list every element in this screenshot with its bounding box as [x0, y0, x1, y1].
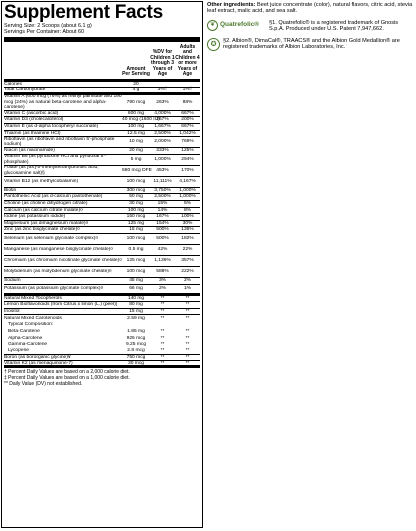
dv-adults-header: %DV for Adults and Children 4 or more Years of Age	[175, 38, 200, 78]
dv-children: 14%	[157, 207, 168, 213]
servings-per-container: Servings Per Container: About 60	[4, 29, 85, 36]
dv-adults: 667%	[181, 124, 194, 130]
nutrient-name: Boron (as bororganic glycine)¥	[4, 354, 71, 360]
dv-children: **	[160, 329, 165, 335]
dv-children: 15%	[157, 201, 168, 207]
dv-children: 154%	[156, 220, 169, 226]
nutrient-row	[4, 111, 200, 118]
nutrient-row	[4, 201, 200, 208]
nutrient-name: Vitamin D3 (cholecalciferol)	[4, 117, 64, 123]
dv-adults: 1,042%	[179, 130, 196, 136]
nutrient-name: Calcium (as calcium citrate malate)¤	[4, 207, 83, 213]
dv-children: 2%	[158, 285, 167, 291]
dv-adults: **	[185, 295, 190, 301]
dv-adults: 667%	[181, 110, 194, 116]
dv-adults: **	[185, 342, 190, 348]
amount-header: Amount Per Serving	[122, 65, 150, 78]
nutrient-name: Molybdenum (as molybdenum glycinate chelate)¤	[4, 269, 112, 275]
nutrient-amount: 925 mcg	[126, 335, 146, 341]
footnotes	[4, 368, 200, 387]
nutrient-amount: 100 mcg	[126, 236, 146, 242]
nutrient-amount: 12.5 mg	[127, 130, 145, 136]
supplement-facts-panel	[1, 1, 203, 528]
nutrient-name: Iodine (as potassium iodide)	[4, 214, 66, 220]
dv-children: 11,111%	[153, 179, 172, 185]
footnote: ‡ Percent Daily Values are based on a 1,000 calorie diet.	[4, 375, 130, 382]
nutrient-amount: 680 mcg DFE	[122, 168, 152, 174]
dv-children: 1,136%	[154, 258, 171, 264]
dv-children: 333%	[156, 148, 169, 154]
dv-children: 3%	[158, 278, 167, 283]
nutrient-row	[4, 361, 200, 368]
leaf-icon: ❦	[207, 20, 218, 31]
dv-adults: 200%	[181, 117, 194, 123]
nutrient-amount: 20 mg	[129, 148, 143, 154]
nutrient-amount: 790 mcg	[126, 99, 146, 105]
dv-children: 3,750%	[154, 187, 171, 193]
nutrient-name: Folate (as [6S]-5-methyltetrahydrofolic acid, glucosamine salt)§	[4, 165, 99, 176]
nutrient-name: Vitamin C (ascorbic acid)	[4, 110, 59, 116]
nutrient-amount: 600 mg	[127, 110, 145, 116]
albion-note: §2. Albion®, DimaCal®, TRAACS® and the Albion Gold Medallion® are registered trademarks of Albion Laboratories, Inc.	[223, 38, 400, 51]
nutrient-amount: 140 mg	[127, 295, 145, 301]
nutrient-row	[4, 245, 200, 256]
nutrient-name: Calories	[4, 81, 22, 87]
dv-adults: 4,167%	[179, 179, 196, 185]
dv-adults: 100%	[181, 214, 194, 220]
nutrient-row	[4, 234, 200, 245]
albion-note-block	[207, 38, 414, 51]
nutrient-row	[4, 227, 200, 234]
dv-adults: 182%	[181, 236, 194, 242]
nutrient-amount: 125 mcg	[126, 258, 146, 264]
dv-adults: 1%	[183, 285, 192, 291]
dv-children: 4,000%	[154, 110, 171, 116]
dv-children-header: %DV for Children 1 through 3 Years of Age	[150, 49, 175, 78]
nutrient-amount: 30 mg	[129, 201, 143, 207]
nutrient-name: Magnesium (as dimagnesium malate)¤	[4, 220, 89, 226]
nutrient-row	[4, 117, 200, 124]
dv-children: 1,000%	[154, 157, 171, 163]
nutrient-name: Natural Mixed Tocopherols	[4, 295, 62, 301]
dv-adults: **	[185, 354, 190, 360]
nutrient-row	[4, 335, 200, 342]
nutrient-amount: 2.8 mcg	[127, 348, 145, 354]
nutrient-amount: 100 mg	[127, 124, 145, 130]
nutrient-row	[4, 155, 200, 166]
nutrient-name: Vitamin E (as d-alpha tocopheryl succinate)	[4, 124, 99, 130]
nutrient-amount: 100 mg	[127, 207, 145, 213]
nutrient-amount: 0.5 mg	[128, 247, 144, 253]
nutrient-name: Vitamin A (600 mcg (76%) as retinyl palmitate and 190 mcg (24%) as natural beta-carotene and alpha-carotene)	[4, 94, 122, 110]
dv-adults: 1,000%	[179, 194, 196, 200]
nutrient-amount: 300 mcg	[126, 187, 146, 193]
nutrient-name: Total Carbohydrate	[4, 87, 46, 93]
nutrient-name: Riboflavin (as riboflavin and riboflavin 5'-phosphate sodium)	[4, 136, 115, 148]
nutrient-name: Beta-Carotene	[8, 329, 40, 335]
nutrient-amount: 66 mg	[129, 285, 143, 291]
dv-children: 263%	[156, 99, 169, 105]
dv-adults: 1,000%	[179, 187, 196, 193]
nutrient-table	[4, 82, 200, 368]
nutrient-name: Sodium	[4, 278, 21, 283]
nutrient-row	[4, 322, 200, 329]
dv-children: 2,000%	[154, 139, 171, 145]
albion-medallion-icon: ✪	[207, 38, 220, 51]
nutrient-row	[4, 256, 200, 267]
nutrient-amount: 50 mg	[129, 194, 143, 200]
nutrient-name: Potassium (as potassium glycinate complex)¤	[4, 285, 104, 291]
dv-children: **	[160, 315, 165, 321]
nutrient-row	[4, 214, 200, 221]
nutrient-row	[4, 302, 200, 309]
nutrient-row	[4, 315, 200, 322]
dv-children: **	[160, 354, 165, 360]
nutrient-row	[4, 166, 200, 177]
dv-adults: 2%	[183, 278, 192, 283]
nutrient-row	[4, 177, 200, 188]
dv-adults: 357%	[181, 258, 194, 264]
nutrient-row	[4, 348, 200, 355]
nutrient-amount: 15 mg	[129, 308, 143, 314]
nutrient-row	[4, 278, 200, 285]
nutrient-name: Gamma-Carotene	[8, 342, 48, 348]
dv-adults: **	[185, 329, 190, 335]
nutrient-amount: 1.85 mg	[127, 329, 145, 335]
dv-adults: 30%	[182, 220, 193, 226]
nutrient-row	[4, 309, 200, 316]
side-notes	[207, 2, 414, 51]
dv-adults: 136%	[181, 227, 194, 233]
dv-adults: 8%	[183, 207, 192, 213]
nutrient-name: Lycopene	[8, 348, 30, 354]
nutrient-amount: 45 mg	[129, 278, 143, 283]
dv-adults: 222%	[181, 269, 194, 275]
nutrient-row	[4, 285, 200, 296]
dv-adults: 125%	[181, 148, 194, 154]
nutrient-amount: 15 mg	[129, 227, 143, 233]
dv-children: 167%	[156, 214, 169, 220]
nutrient-name: Vitamin K2 (as menaquinone-7)	[4, 360, 73, 366]
panel-title: Supplement Facts	[4, 2, 163, 23]
quatrefolic-note: §1. Quatrefolic® is a registered trademark of Gnosis S.p.A. Produced under U.S. Patent 7,947,662.	[269, 19, 399, 32]
nutrient-amount: 9.25 mcg	[125, 342, 147, 348]
other-ingredients-text: Beet juice concentrate (color), natural flavors, citric acid, stevia leaf extract, malic acid, and sea salt.	[207, 2, 413, 15]
nutrient-name: Pantothenic Acid (as d-calcium pantothenate)	[4, 194, 103, 200]
quatrefolic-note-block	[207, 20, 414, 33]
nutrient-name: Inositol	[4, 308, 20, 314]
dv-children: 3%†	[157, 87, 168, 93]
dv-children: 1,667%	[154, 124, 171, 130]
nutrient-amount: 80 mg	[129, 302, 143, 308]
dv-children: 500%	[156, 236, 169, 242]
nutrient-row	[4, 194, 200, 201]
dv-adults: **	[185, 315, 190, 321]
nutrient-name: Manganese (as manganese bisglycinate chelate)¤	[4, 247, 114, 253]
dv-children: 267%	[156, 117, 169, 123]
nutrient-name: Lemon Bioflavonoids (from Citrus x limon (L.) (peel))	[4, 302, 118, 308]
dv-children: 453%	[156, 168, 169, 174]
nutrient-amount: 125 mg	[127, 220, 145, 226]
nutrient-name: Natural Mixed Carotenoids	[4, 315, 62, 321]
nutrient-row	[4, 221, 200, 228]
nutrient-name: Vitamin B6 (as pyridoxine HCl and pyridoxal 5'-phosphate)	[4, 154, 106, 165]
nutrient-amount: 10 mg	[129, 139, 143, 145]
dv-children: **	[160, 302, 165, 308]
footnote: † Percent Daily Values are based on a 2,000 calorie diet.	[4, 369, 130, 376]
quatrefolic-logo: ❦ Quatrefolic®	[207, 20, 267, 31]
dv-children: **	[160, 342, 165, 348]
nutrient-row	[4, 208, 200, 215]
nutrient-row	[4, 267, 200, 278]
nutrient-name: Chromium (as chromium nicotinate glycinate chelate)¤	[4, 258, 122, 264]
other-ingredients	[207, 2, 414, 15]
nutrient-amount: 100 mcg	[126, 269, 146, 275]
nutrient-amount: 100 mcg	[126, 179, 146, 185]
dv-children: 588%	[156, 269, 169, 275]
nutrient-name: Choline (as choline dihydrogen citrate)	[4, 201, 88, 207]
nutrient-name: Vitamin B12 (as methylcobalamin)	[4, 179, 79, 185]
nutrient-amount: 40 mcg (1600 IU)	[122, 117, 160, 123]
dv-children: **	[160, 335, 165, 341]
nutrient-name: Biotin	[4, 187, 17, 193]
dv-children: 2,500%	[154, 194, 171, 200]
nutrient-row	[4, 296, 200, 303]
dv-children: 2,500%	[154, 130, 171, 136]
nutrient-row	[4, 137, 200, 148]
dv-adults: **	[185, 302, 190, 308]
dv-children: **	[160, 295, 165, 301]
dv-adults: 294%	[181, 157, 194, 163]
nutrient-row	[4, 328, 200, 335]
column-header	[4, 38, 200, 82]
nutrient-amount: 30 mcg	[127, 360, 145, 366]
other-ingredients-label: Other ingredients:	[207, 2, 256, 8]
nutrient-name: Thiamin (as thiamine HCl)	[4, 130, 61, 136]
nutrient-amount: 2.59 mg	[127, 315, 145, 321]
dv-children: **	[160, 348, 165, 354]
nutrient-name: Zinc (as zinc bisglycinate chelate)¤	[4, 227, 80, 233]
nutrient-name: Typical Composition:	[8, 322, 54, 328]
dv-adults: 1%†	[182, 87, 193, 93]
dv-adults: **	[185, 308, 190, 314]
dv-adults: 170%	[181, 168, 194, 174]
dv-adults: **	[185, 360, 190, 366]
nutrient-amount: 4 g	[132, 87, 140, 93]
serving-size: Serving Size: 2 Scoops (about 6.1 g)	[4, 23, 92, 29]
nutrient-name: Alpha-Carotene	[8, 335, 43, 341]
nutrient-row	[4, 95, 200, 111]
dv-children: **	[160, 360, 165, 366]
nutrient-row	[4, 342, 200, 349]
dv-children: 500%	[156, 227, 169, 233]
dv-adults: **	[185, 348, 190, 354]
nutrient-amount: 150 mcg	[126, 214, 146, 220]
nutrient-name: Selenium (as selenium glycinate complex)¤	[4, 236, 99, 242]
dv-adults: 22%	[182, 247, 193, 253]
dv-adults: 88%	[182, 99, 193, 105]
dv-adults: **	[185, 335, 190, 341]
nutrient-amount: 5 mg	[130, 157, 142, 163]
dv-adults: 769%	[181, 139, 194, 145]
nutrient-name: Niacin (as niacinamide)	[4, 148, 55, 154]
nutrient-row	[4, 124, 200, 131]
dv-children: **	[160, 308, 165, 314]
dv-children: 42%	[157, 247, 168, 253]
nutrient-amount: 750 mcg	[126, 354, 146, 360]
footnote: ** Daily Value (DV) not established.	[4, 381, 83, 388]
nutrient-amount: 20	[133, 81, 139, 87]
dv-adults: 5%	[183, 201, 192, 207]
